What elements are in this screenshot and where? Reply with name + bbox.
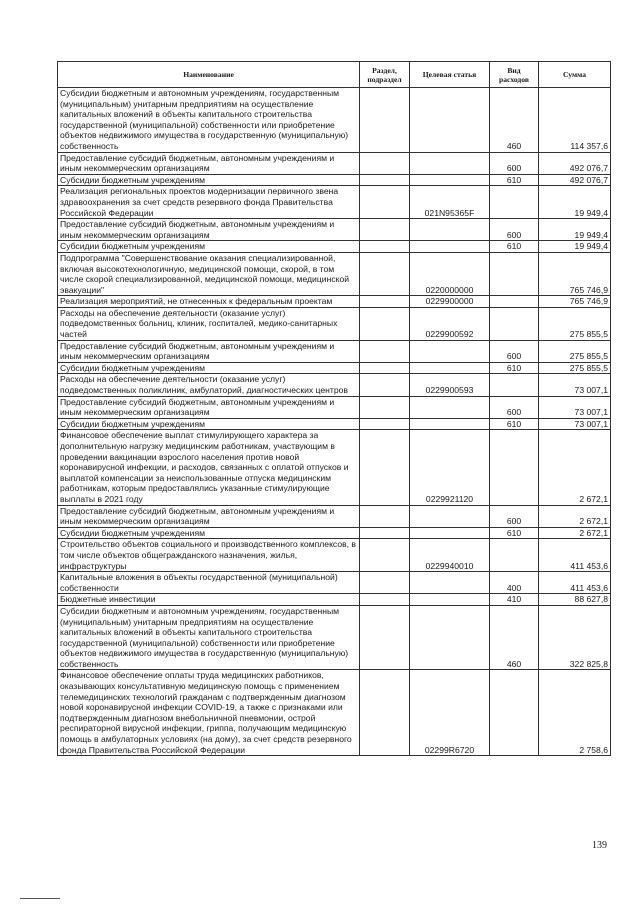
page-number: 139 [592,840,607,851]
row-section-cell [360,241,410,253]
row-section-cell [360,307,410,340]
row-target-cell [410,340,490,362]
row-name-cell: Финансовое обеспечение выплат стимулирующего характера за дополнительную нагрузку медицинским работникам, участвующим в проведении вакцинации взрослого населения против новой коронавирусной инфекции, и расходов, связанных с оплатой отпусков и выплатой компенсации за неиспользованные отпуска медицинским работникам, которым предоставлялись указанные стимулирующие выплаты в 2021 году [58,430,360,505]
row-sum-cell: 2 758,6 [539,670,611,756]
row-type-cell: 600 [490,340,539,362]
row-sum-cell: 275 855,5 [539,340,611,362]
table-row [58,594,611,606]
table-row [58,430,611,505]
row-type-cell [490,307,539,340]
table-row [58,505,611,527]
row-type-cell: 460 [490,88,539,153]
table-row [58,527,611,539]
footer-divider [20,898,60,899]
row-target-cell [410,219,490,241]
table-body [58,88,611,756]
row-name-cell: Расходы на обеспечение деятельности (оказание услуг) подведомственных больниц, клиник, госпиталей, медико-санитарных частей [58,307,360,340]
row-type-cell: 410 [490,594,539,606]
row-section-cell [360,362,410,374]
row-name-cell: Подпрограмма "Совершенствование оказания специализированной, включая высокотехнологичную, медицинской помощи, скорой, в том числе скорой специализированной, медицинской помощи, медицинской эвакуации" [58,252,360,295]
row-sum-cell: 322 825,8 [539,605,611,670]
row-name-cell: Субсидии бюджетным и автономным учреждениям, государственным (муниципальным) унитарным предприятиям на осуществление капитальных вложений в объекты капитального строительства государственной (муниципальной) собственности или приобретение объектов недвижимого имущества в государственную (муниципальную) собственность [58,605,360,670]
header-target: Целевая статья [410,62,490,88]
table-row [58,670,611,756]
row-type-cell: 600 [490,152,539,174]
table-row [58,219,611,241]
row-name-cell: Субсидии бюджетным учреждениям [58,362,360,374]
row-type-cell: 610 [490,362,539,374]
row-section-cell [360,418,410,430]
row-section-cell [360,572,410,594]
row-target-cell: 0229921120 [410,430,490,505]
row-section-cell [360,174,410,186]
header-name: Наименование [58,62,360,88]
header-section: Раздел, подраздел [360,62,410,88]
table-row [58,605,611,670]
row-section-cell [360,152,410,174]
row-target-cell [410,241,490,253]
row-target-cell: 0229900592 [410,307,490,340]
row-target-cell: 0229940010 [410,539,490,572]
row-target-cell: 0229900593 [410,374,490,396]
row-name-cell: Строительство объектов социального и производственного комплексов, в том числе объектов общегражданского назначения, жилья, инфраструктуры [58,539,360,572]
row-name-cell: Расходы на обеспечение деятельности (оказание услуг) подведомственных поликлиник, амбулаторий, диагностических центров [58,374,360,396]
row-target-cell [410,505,490,527]
row-sum-cell: 114 357,6 [539,88,611,153]
row-type-cell: 600 [490,505,539,527]
row-sum-cell: 411 453,6 [539,539,611,572]
row-sum-cell: 73 007,1 [539,374,611,396]
row-name-cell: Субсидии бюджетным и автономным учреждениям, государственным (муниципальным) унитарным предприятиям на осуществление капитальных вложений в объекты капитального строительства государственной (муниципальной) собственности или приобретение объектов недвижимого имущества в государственную (муниципальную) собственность [58,88,360,153]
row-sum-cell: 492 076,7 [539,152,611,174]
row-section-cell [360,605,410,670]
row-type-cell [490,296,539,308]
row-section-cell [360,186,410,219]
row-target-cell: 0220000000 [410,252,490,295]
row-sum-cell: 2 672,1 [539,527,611,539]
row-target-cell [410,88,490,153]
row-type-cell [490,670,539,756]
row-sum-cell: 73 007,1 [539,396,611,418]
row-sum-cell: 765 746,9 [539,296,611,308]
row-target-cell: 0229900000 [410,296,490,308]
row-name-cell: Субсидии бюджетным учреждениям [58,418,360,430]
table-row [58,396,611,418]
row-target-cell [410,605,490,670]
row-sum-cell: 411 453,6 [539,572,611,594]
table-row [58,252,611,295]
row-name-cell: Финансовое обеспечение оплаты труда медицинских работников, оказывающих консультативную медицинскую помощь с применением телемедицинских технологий гражданам с подтвержденным диагнозом новой коронавирусной инфекции COVID-19, а также с признаками или подтвержденным диагнозом внебольничной пневмонии, острой респираторной вирусной инфекции, гриппа, получающим медицинскую помощь в амбулаторных условиях (на дому), за счет средств резервного фонда Правительства Российской Федерации [58,670,360,756]
row-target-cell [410,152,490,174]
row-name-cell: Предоставление субсидий бюджетным, автономным учреждениям и иным некоммерческим организациям [58,505,360,527]
row-section-cell [360,374,410,396]
row-type-cell [490,186,539,219]
row-sum-cell: 492 076,7 [539,174,611,186]
row-section-cell [360,594,410,606]
row-target-cell [410,594,490,606]
row-section-cell [360,670,410,756]
row-section-cell [360,527,410,539]
table-row [58,362,611,374]
row-sum-cell: 19 949,4 [539,186,611,219]
row-name-cell: Реализация мероприятий, не отнесенных к федеральным проектам [58,296,360,308]
row-type-cell: 610 [490,241,539,253]
row-section-cell [360,430,410,505]
table-row [58,340,611,362]
row-section-cell [360,505,410,527]
row-section-cell [360,252,410,295]
row-name-cell: Предоставление субсидий бюджетным, автономным учреждениям и иным некоммерческим организациям [58,219,360,241]
row-target-cell [410,418,490,430]
row-name-cell: Реализация региональных проектов модернизации первичного звена здравоохранения за счет средств резервного фонда Правительства Российской Федерации [58,186,360,219]
table-row [58,374,611,396]
row-section-cell [360,340,410,362]
row-type-cell: 400 [490,572,539,594]
table-row [58,241,611,253]
row-name-cell: Субсидии бюджетным учреждениям [58,527,360,539]
budget-table [57,61,611,756]
row-section-cell [360,539,410,572]
row-sum-cell: 73 007,1 [539,418,611,430]
row-type-cell [490,252,539,295]
row-target-cell: 02299R6720 [410,670,490,756]
row-name-cell: Предоставление субсидий бюджетным, автономным учреждениям и иным некоммерческим организациям [58,340,360,362]
row-sum-cell: 765 746,9 [539,252,611,295]
row-section-cell [360,219,410,241]
table-header-row [58,62,611,88]
row-sum-cell: 2 672,1 [539,430,611,505]
row-name-cell: Субсидии бюджетным учреждениям [58,241,360,253]
header-sum: Сумма [539,62,611,88]
row-name-cell: Предоставление субсидий бюджетным, автономным учреждениям и иным некоммерческим организациям [58,396,360,418]
row-type-cell [490,539,539,572]
row-sum-cell: 275 855,5 [539,362,611,374]
table-row [58,174,611,186]
row-sum-cell: 19 949,4 [539,241,611,253]
row-type-cell: 610 [490,418,539,430]
table-row [58,152,611,174]
row-name-cell: Субсидии бюджетным учреждениям [58,174,360,186]
row-section-cell [360,396,410,418]
row-target-cell [410,174,490,186]
row-section-cell [360,88,410,153]
table-row [58,296,611,308]
row-target-cell [410,362,490,374]
row-type-cell: 610 [490,174,539,186]
row-type-cell: 610 [490,527,539,539]
row-target-cell: 021N95365F [410,186,490,219]
table-row [58,186,611,219]
row-sum-cell: 19 949,4 [539,219,611,241]
row-type-cell: 600 [490,219,539,241]
row-sum-cell: 88 627,8 [539,594,611,606]
row-name-cell: Бюджетные инвестиции [58,594,360,606]
row-type-cell [490,374,539,396]
table-row [58,572,611,594]
table-row [58,539,611,572]
row-type-cell: 460 [490,605,539,670]
row-target-cell [410,572,490,594]
row-sum-cell: 2 672,1 [539,505,611,527]
table-row [58,88,611,153]
row-name-cell: Предоставление субсидий бюджетным, автономным учреждениям и иным некоммерческим организациям [58,152,360,174]
row-target-cell [410,527,490,539]
table-row [58,307,611,340]
row-type-cell [490,430,539,505]
row-sum-cell: 275 855,5 [539,307,611,340]
table-row [58,418,611,430]
row-section-cell [360,296,410,308]
row-name-cell: Капитальные вложения в объекты государственной (муниципальной) собственности [58,572,360,594]
row-target-cell [410,396,490,418]
row-type-cell: 600 [490,396,539,418]
header-type: Вид расходов [490,62,539,88]
